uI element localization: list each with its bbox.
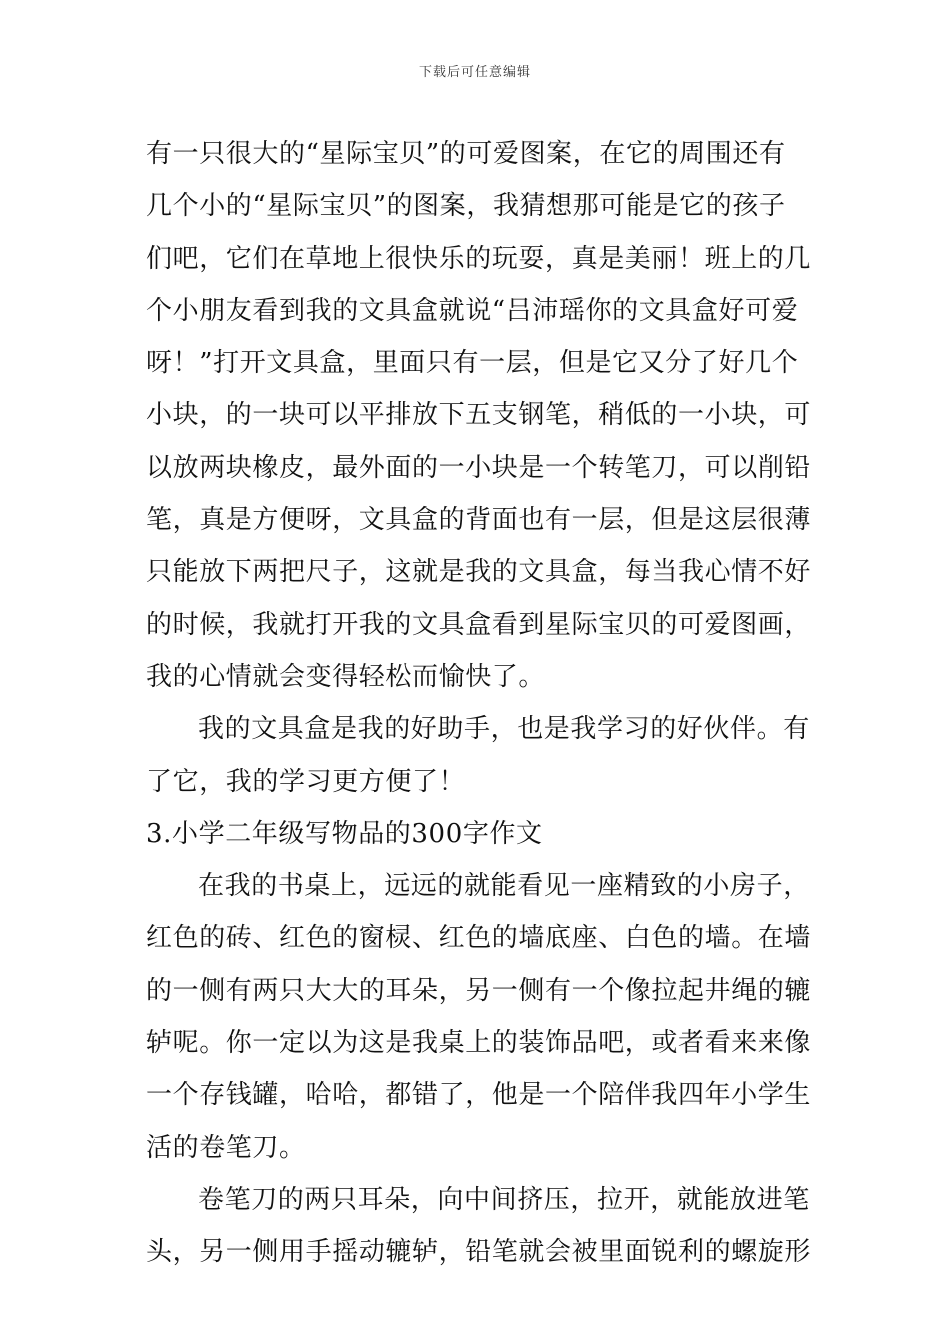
text-line: 我的心情就会变得轻松而愉快了。 (146, 661, 546, 692)
text-line: 有一只很大的“星际宝贝”的可爱图案，在它的周围还有 (146, 139, 786, 169)
text-line: 小块，的一块可以平排放下五支钢笔，稍低的一小块，可 (146, 400, 812, 431)
text-line: 的时候，我就打开我的文具盒看到星际宝贝的可爱图画， (146, 609, 812, 640)
text-line: 只能放下两把尺子，这就是我的文具盒，每当我心情不好 (146, 557, 812, 588)
text-line: 了它，我的学习更方便了！ (146, 766, 466, 797)
paragraph-start-line: 在我的书桌上，远远的就能看见一座精致的小房子， (198, 871, 810, 902)
text-line: 轳呢。你一定以为这是我桌上的装饰品吧，或者看来来像 (146, 1028, 812, 1059)
text-line: 以放两块橡皮，最外面的一小块是一个转笔刀，可以削铅 (146, 452, 812, 483)
text-line: 们吧，它们在草地上很快乐的玩耍，真是美丽！班上的几 (146, 243, 812, 274)
text-line: 红色的砖、红色的窗棂、红色的墙底座、白色的墙。在墙 (146, 923, 812, 954)
text-line: 活的卷笔刀。 (146, 1132, 306, 1163)
text-line: 个小朋友看到我的文具盒就说“吕沛瑶你的文具盒好可爱 (146, 295, 799, 326)
paragraph-start-line: 我的文具盒是我的好助手，也是我学习的好伙伴。有 (198, 714, 810, 745)
paragraph-start-line: 卷笔刀的两只耳朵，向中间挤压，拉开，就能放进笔 (198, 1184, 810, 1215)
page-header: 下载后可任意编辑 (418, 65, 531, 80)
document-body (146, 128, 816, 1279)
text-line: 的一侧有两只大大的耳朵，另一侧有一个像拉起井绳的辘 (146, 975, 812, 1006)
text-line: 几个小的“星际宝贝”的图案，我猜想那可能是它的孩子 (146, 191, 786, 222)
text-line: 呀！”打开文具盒，里面只有一层，但是它又分了好几个 (146, 348, 799, 379)
text-line: 头，另一侧用手摇动辘轳，铅笔就会被里面锐利的螺旋形 (146, 1237, 812, 1268)
text-line: 笔，真是方便呀，文具盒的背面也有一层，但是这层很薄 (146, 505, 812, 536)
section-heading: 3.小学二年级写物品的300字作文 (146, 818, 543, 849)
text-line: 一个存钱罐，哈哈，都错了，他是一个陪伴我四年小学生 (146, 1080, 812, 1111)
